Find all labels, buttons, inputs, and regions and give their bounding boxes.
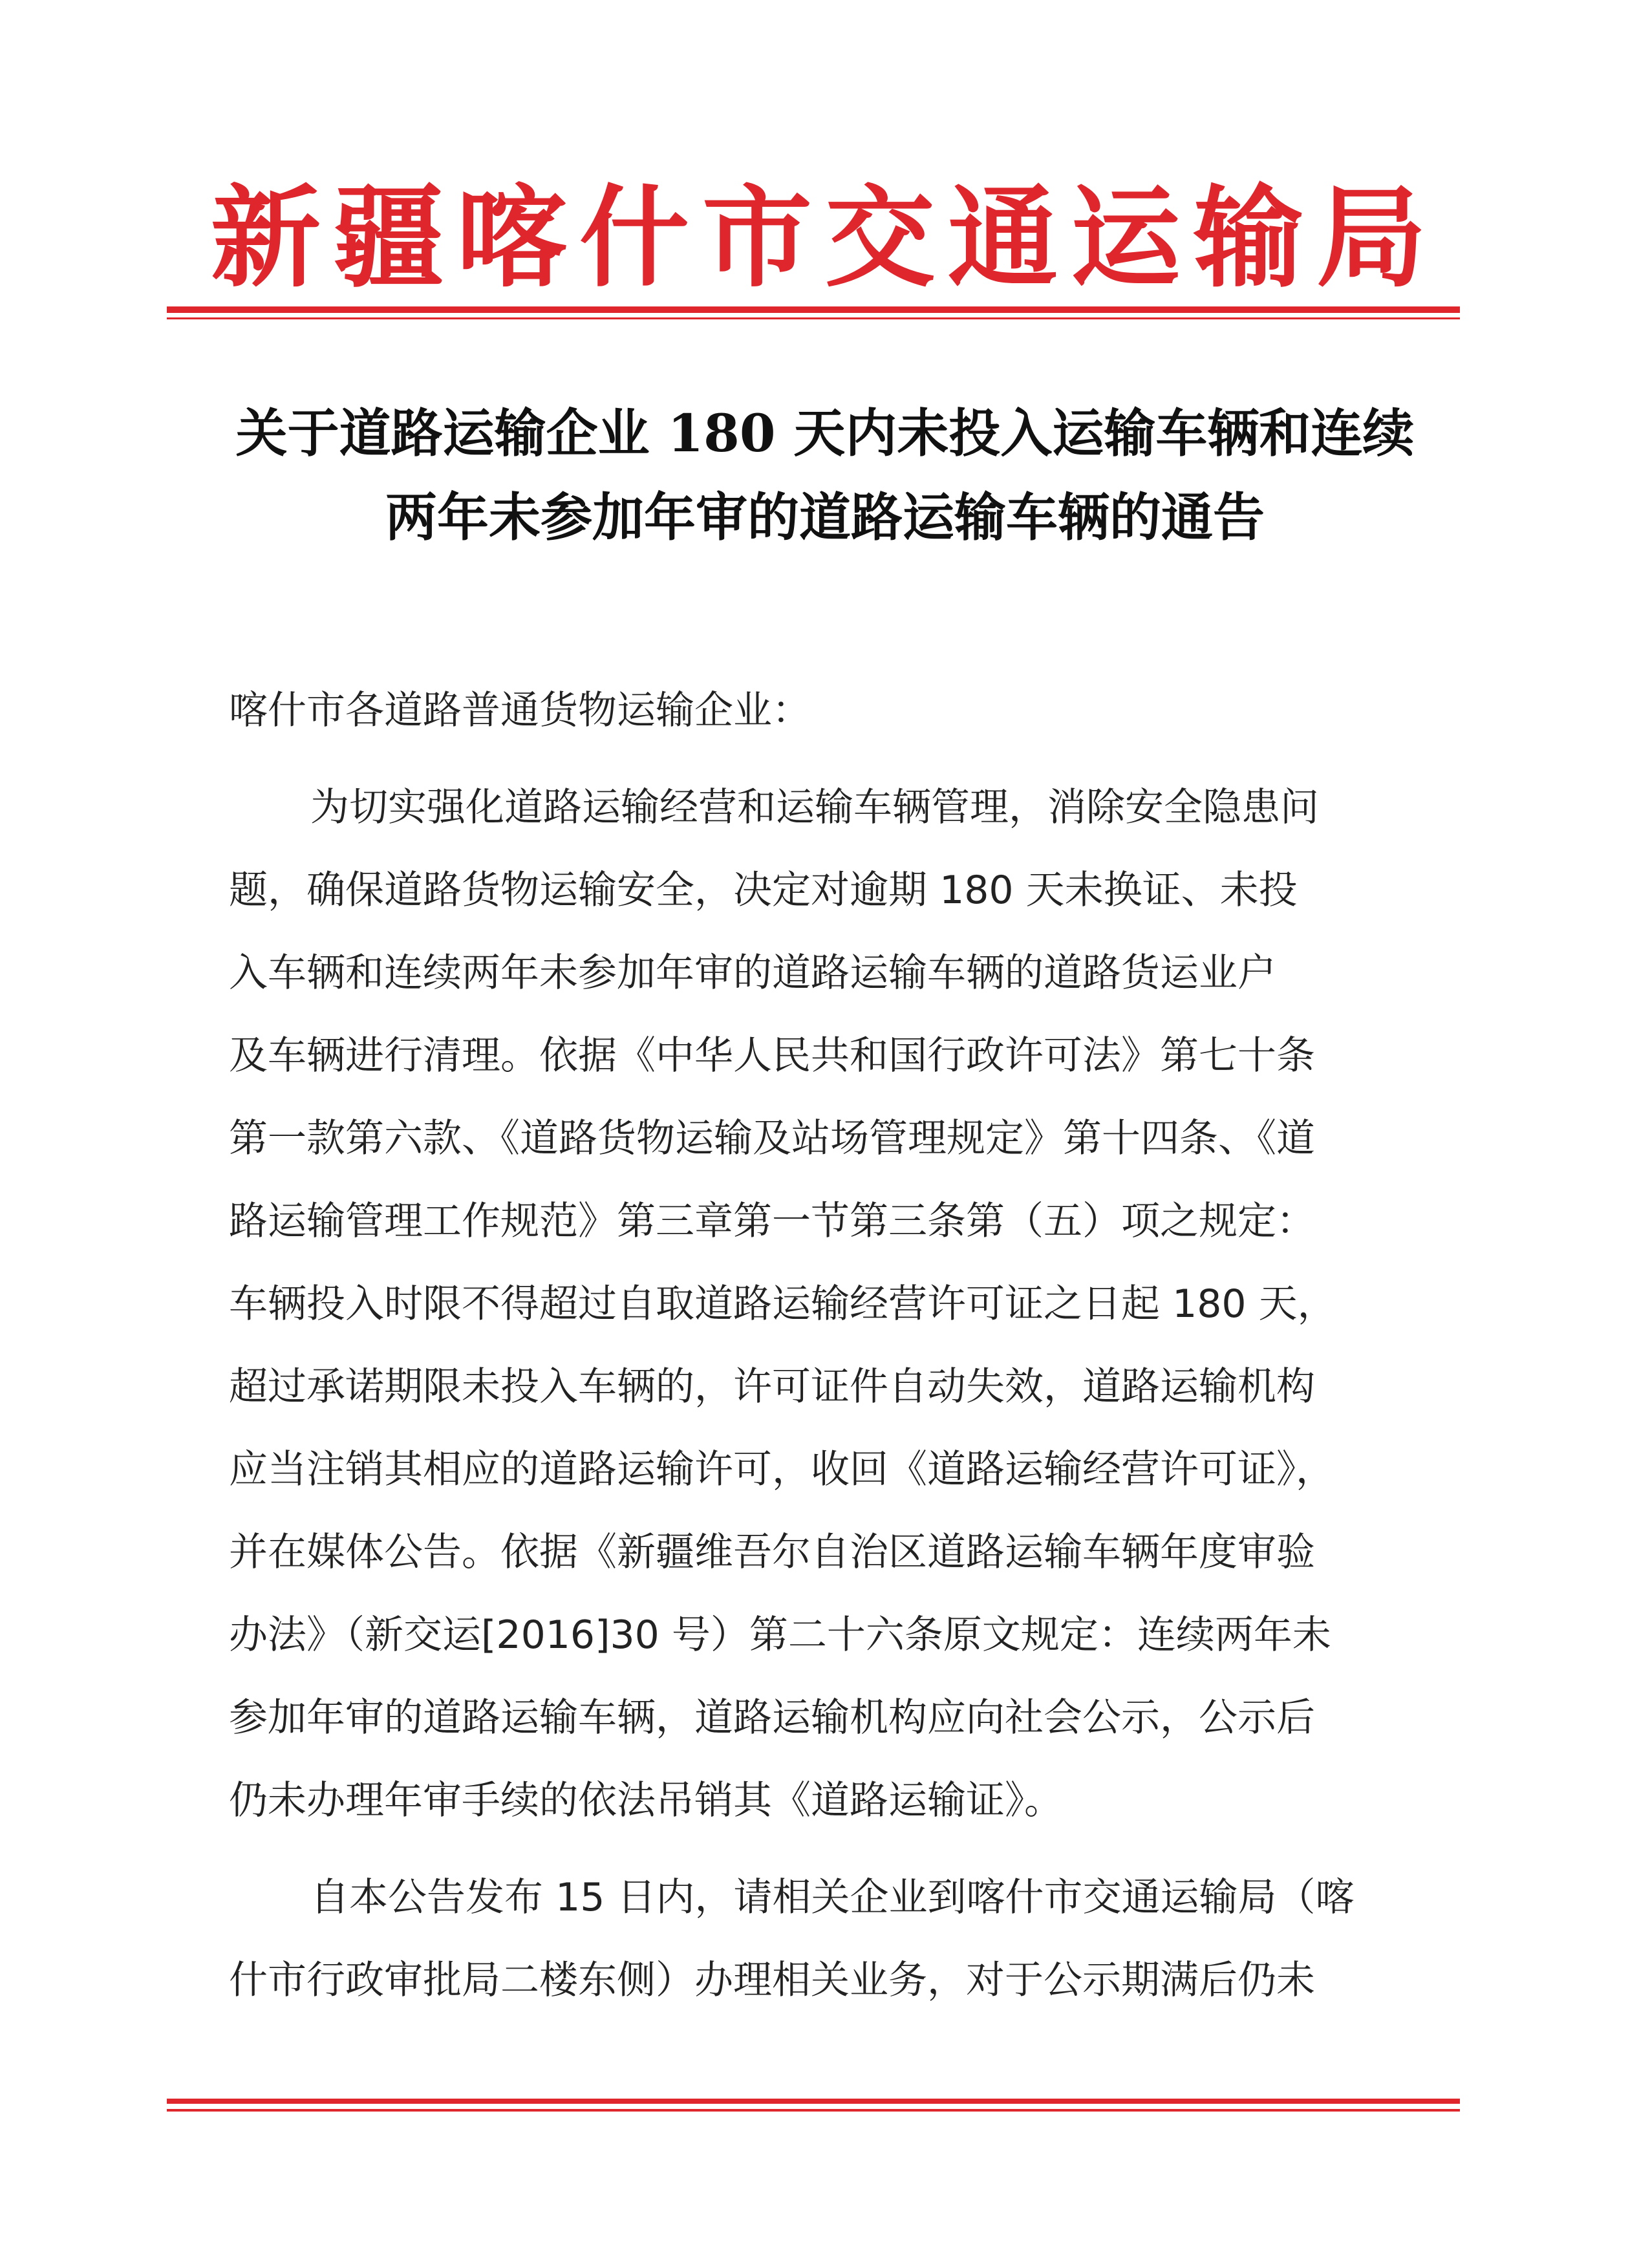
body-line-14: 自本公告发布 15 日内，请相关企业到喀什市交通运输局（喀: [310, 1875, 1355, 1920]
body-line-13: 仍未办理年审手续的依法吊销其《道路运输证》。: [229, 1778, 1063, 1823]
agency-masthead: 新疆喀什市交通运输局: [210, 173, 1439, 303]
body-line-4: 及车辆进行清理。依据《中华人民共和国行政许可法》第七十条: [229, 1033, 1315, 1078]
body-line-7: 车辆投入时限不得超过自取道路运输经营许可证之日起 180 天，: [229, 1281, 1336, 1327]
addressee: 喀什市各道路普通货物运输企业：: [229, 688, 811, 733]
body-line-15: 什市行政审批局二楼东侧）办理相关业务，对于公示期满后仍未: [229, 1958, 1315, 2003]
body-line-10: 并在媒体公告。依据《新疆维吾尔自治区道路运输车辆年度审验: [229, 1530, 1315, 1575]
body-line-8: 超过承诺期限未投入车辆的，许可证件自动失效，道路运输机构: [229, 1364, 1315, 1409]
body-line-9: 应当注销其相应的道路运输许可，收回《道路运输经营许可证》，: [229, 1447, 1334, 1492]
body-line-1: 为切实强化道路运输经营和运输车辆管理，消除安全隐患问: [310, 785, 1319, 830]
body-line-3: 入车辆和连续两年未参加年审的道路运输车辆的道路货运业户: [229, 950, 1276, 996]
body-line-11: 办法》（新交运[2016]30 号）第二十六条原文规定：连续两年未: [229, 1612, 1331, 1658]
masthead-red-rule-thin: [167, 317, 1460, 319]
notice-title-line-1: 关于道路运输企业 180 天内未投入运输车辆和连续: [235, 403, 1415, 464]
masthead-red-rule-thick: [167, 306, 1460, 313]
notice-title-line-2: 两年未参加年审的道路运输车辆的通告: [385, 487, 1265, 548]
body-line-5: 第一款第六款、《道路货物运输及站场管理规定》第十四条、《道: [229, 1116, 1315, 1161]
footer-red-rule-thin: [167, 2109, 1460, 2112]
body-line-6: 路运输管理工作规范》第三章第一节第三条第（五）项之规定：: [229, 1199, 1315, 1244]
body-line-2: 题，确保道路货物运输安全，决定对逾期 180 天未换证、未投: [229, 868, 1298, 913]
body-line-12: 参加年审的道路运输车辆，道路运输机构应向社会公示，公示后: [229, 1695, 1315, 1740]
footer-red-rule-thick: [167, 2099, 1460, 2104]
